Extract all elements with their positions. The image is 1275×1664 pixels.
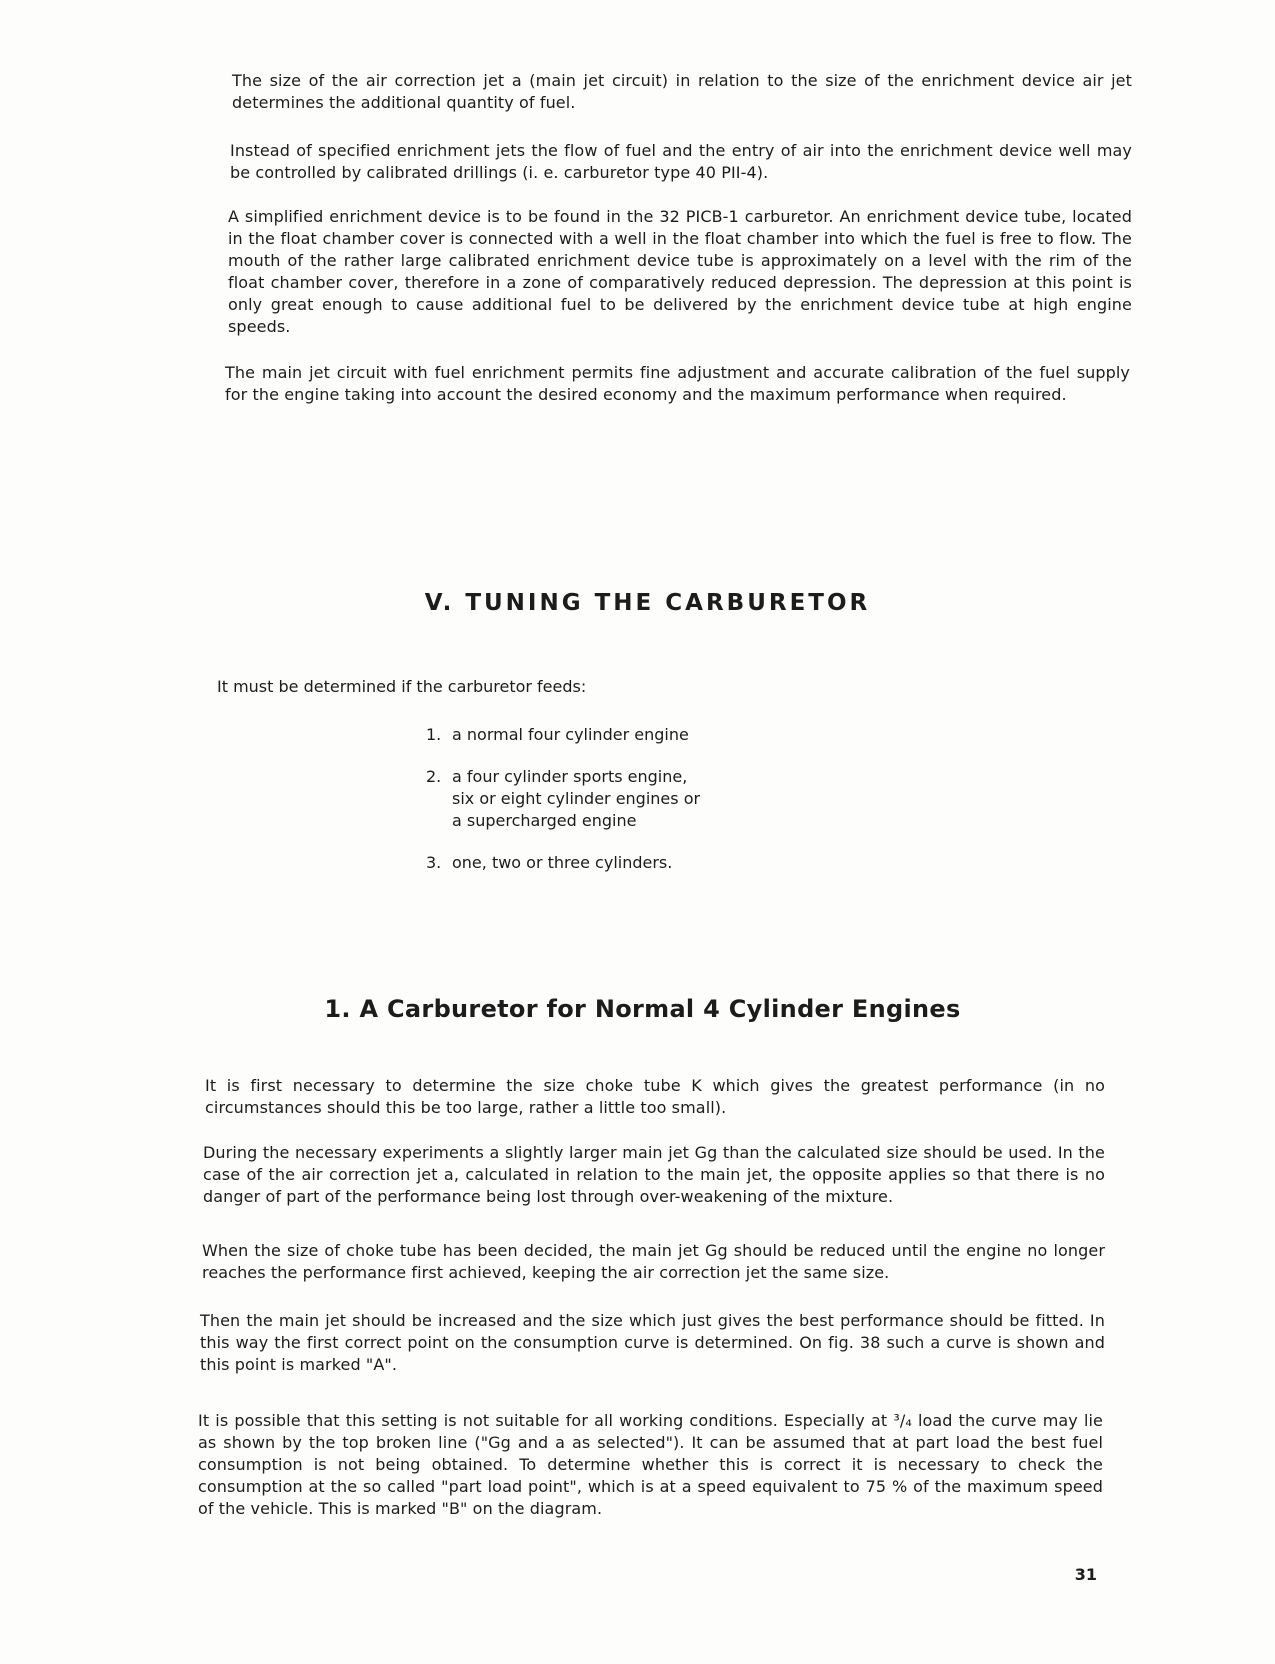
list-item-number: 2. xyxy=(426,767,442,786)
section-title: V. TUNING THE CARBURETOR xyxy=(424,590,871,616)
list-item-text: a four cylinder sports engine, six or eight cylinder engines or a supercharged engine xyxy=(452,767,701,830)
paragraph-choke-tube-size: It is first necessary to determine the size choke tube K which gives the greatest performance (in no circumstances should this be too large, rather a little too small). xyxy=(205,1076,1105,1117)
list-item-number: 1. xyxy=(426,725,442,744)
subsection-title: 1. A Carburetor for Normal 4 Cylinder Engines xyxy=(324,995,961,1023)
paragraph-part-load-point: It is possible that this setting is not suitable for all working conditions. Especially at ³/₄ load the curve may lie as shown by the top broken line ("Gg and a as selected"). It can be assumed that at part load the best fuel consumption is not being obtained. To determine whether this is correct it is necessary to check the consumption at the so called "part load point", which is at a speed equivalent to 75 % of the maximum speed of the vehicle. This is marked "B" on the diagram. xyxy=(198,1411,1103,1518)
paragraph-reduce-main-jet: When the size of choke tube has been decided, the main jet Gg should be reduced until the engine no longer reaches the performance first achieved, keeping the air correction jet the same size. xyxy=(202,1241,1105,1282)
list-item xyxy=(426,724,846,746)
list-item-text: one, two or three cylinders. xyxy=(452,853,673,872)
paragraph-experiments-main-jet: During the necessary experiments a slightly larger main jet Gg than the calculated size should be used. In the case of the air correction jet a, calculated in relation to the main jet, the opposite applies so that there is no danger of part of the performance being lost through over-weakening of the mixture. xyxy=(203,1143,1105,1206)
paragraph-air-correction-jet: The size of the air correction jet a (main jet circuit) in relation to the size of the enrichment device air jet determines the additional quantity of fuel. xyxy=(232,71,1132,112)
engine-type-list xyxy=(426,724,846,894)
paragraph-main-jet-circuit: The main jet circuit with fuel enrichment permits fine adjustment and accurate calibration of the fuel supply for the engine taking into account the desired economy and the maximum performance when required. xyxy=(225,363,1130,404)
list-item-text: a normal four cylinder engine xyxy=(452,725,689,744)
section-intro: It must be determined if the carburetor feeds: xyxy=(217,677,587,696)
paragraph-simplified-enrichment-device: A simplified enrichment device is to be found in the 32 PICB-1 carburetor. An enrichment device tube, located in the float chamber cover is connected with a well in the float chamber into which the fuel is free to flow. The mouth of the rather large calibrated enrichment device tube is approximately on a level with the rim of the float chamber cover, therefore in a zone of comparatively reduced depression. The depression at this point is only great enough to cause additional fuel to be delivered by the enrichment device tube at high engine speeds. xyxy=(228,207,1132,336)
paragraph-calibrated-drillings: Instead of specified enrichment jets the flow of fuel and the entry of air into the enrichment device well may be controlled by calibrated drillings (i. e. carburetor type 40 PII-4). xyxy=(230,141,1132,182)
list-item xyxy=(426,852,846,874)
list-item xyxy=(426,766,846,832)
paragraph-increase-main-jet: Then the main jet should be increased and the size which just gives the best performance should be fitted. In this way the first correct point on the consumption curve is determined. On fig. 38 such a curve is shown and this point is marked "A". xyxy=(200,1311,1105,1374)
page-number: 31 xyxy=(1074,1565,1097,1584)
list-item-number: 3. xyxy=(426,853,442,872)
